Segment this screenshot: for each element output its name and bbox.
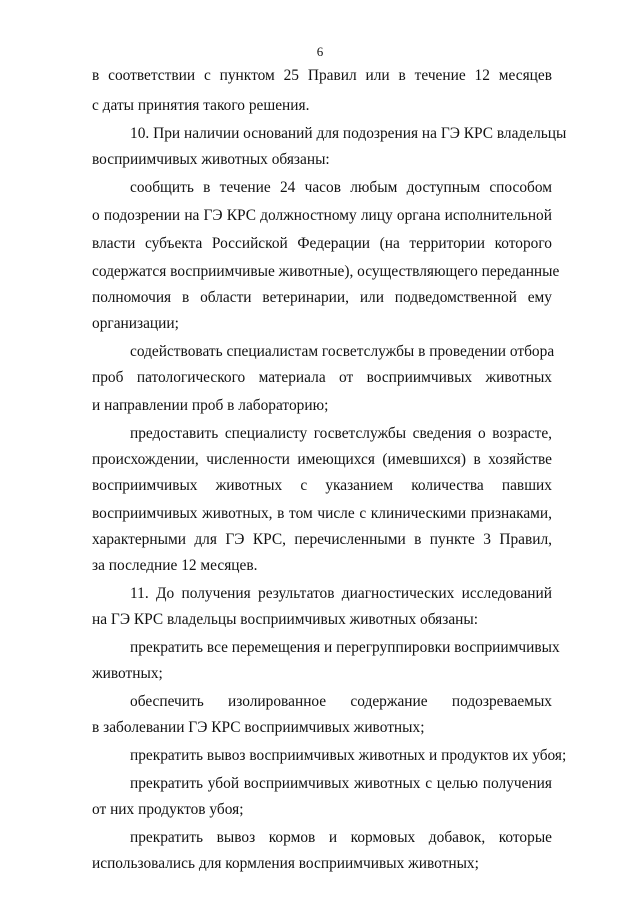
text-line: на ГЭ КРС владельцы восприимчивых животных обязаны: [92, 611, 479, 628]
text-line: сообщить в течение 24 часов любым доступным способом [130, 179, 552, 196]
text-line: использовались для кормления восприимчивых животных; [92, 855, 479, 872]
text-line: прекратить вывоз восприимчивых животных и продуктов их убоя; [130, 747, 567, 764]
text-line: содействовать специалистам госветслужбы в проведении отбора [130, 343, 555, 360]
text-line: содержатся восприимчивые животные), осуществляющего переданные [92, 263, 560, 280]
text-line: прекратить убой восприимчивых животных с целью получения [130, 775, 552, 792]
text-line: происхождении, численности имеющихся (имевшихся) в хозяйстве [92, 451, 552, 468]
text-line: 10. При наличии оснований для подозрения на ГЭ КРС владельцы [130, 125, 567, 142]
text-line: прекратить вывоз кормов и кормовых добавок, которые [130, 829, 552, 846]
text-line: проб патологического материала от восприимчивых животных [92, 369, 552, 386]
text-line: характерными для ГЭ КРС, перечисленными в пункте 3 Правил, [92, 531, 552, 548]
text-line: 11. До получения результатов диагностических исследований [130, 585, 552, 602]
text-line: восприимчивых животных, в том числе с клиническими признаками, [92, 505, 552, 522]
text-line: восприимчивых животных обязаны: [92, 151, 330, 168]
text-line: в заболевании ГЭ КРС восприимчивых животных; [92, 719, 425, 736]
text-line: предоставить специалисту госветслужбы сведения о возрасте, [130, 425, 552, 442]
text-line: от них продуктов убоя; [92, 801, 244, 818]
text-line: восприимчивых животных с указанием количества павших [92, 477, 552, 494]
text-line: животных; [92, 665, 163, 682]
text-line: власти субъекта Российской Федерации (на территории которого [92, 235, 552, 252]
text-line: прекратить все перемещения и перегруппировки восприимчивых [130, 639, 560, 656]
text-line: о подозрении на ГЭ КРС должностному лицу органа исполнительной [92, 207, 552, 224]
text-line: в соответствии с пунктом 25 Правил или в течение 12 месяцев [92, 67, 552, 84]
text-line: организации; [92, 315, 179, 332]
text-line: и направлении проб в лабораторию; [92, 397, 329, 414]
text-line: с даты принятия такого решения. [92, 97, 310, 114]
page-number: 6 [316, 44, 324, 59]
text-line: полномочия в области ветеринарии, или подведомственной ему [92, 289, 552, 306]
text-line: обеспечить изолированное содержание подозреваемых [130, 693, 552, 710]
text-line: за последние 12 месяцев. [92, 557, 258, 574]
